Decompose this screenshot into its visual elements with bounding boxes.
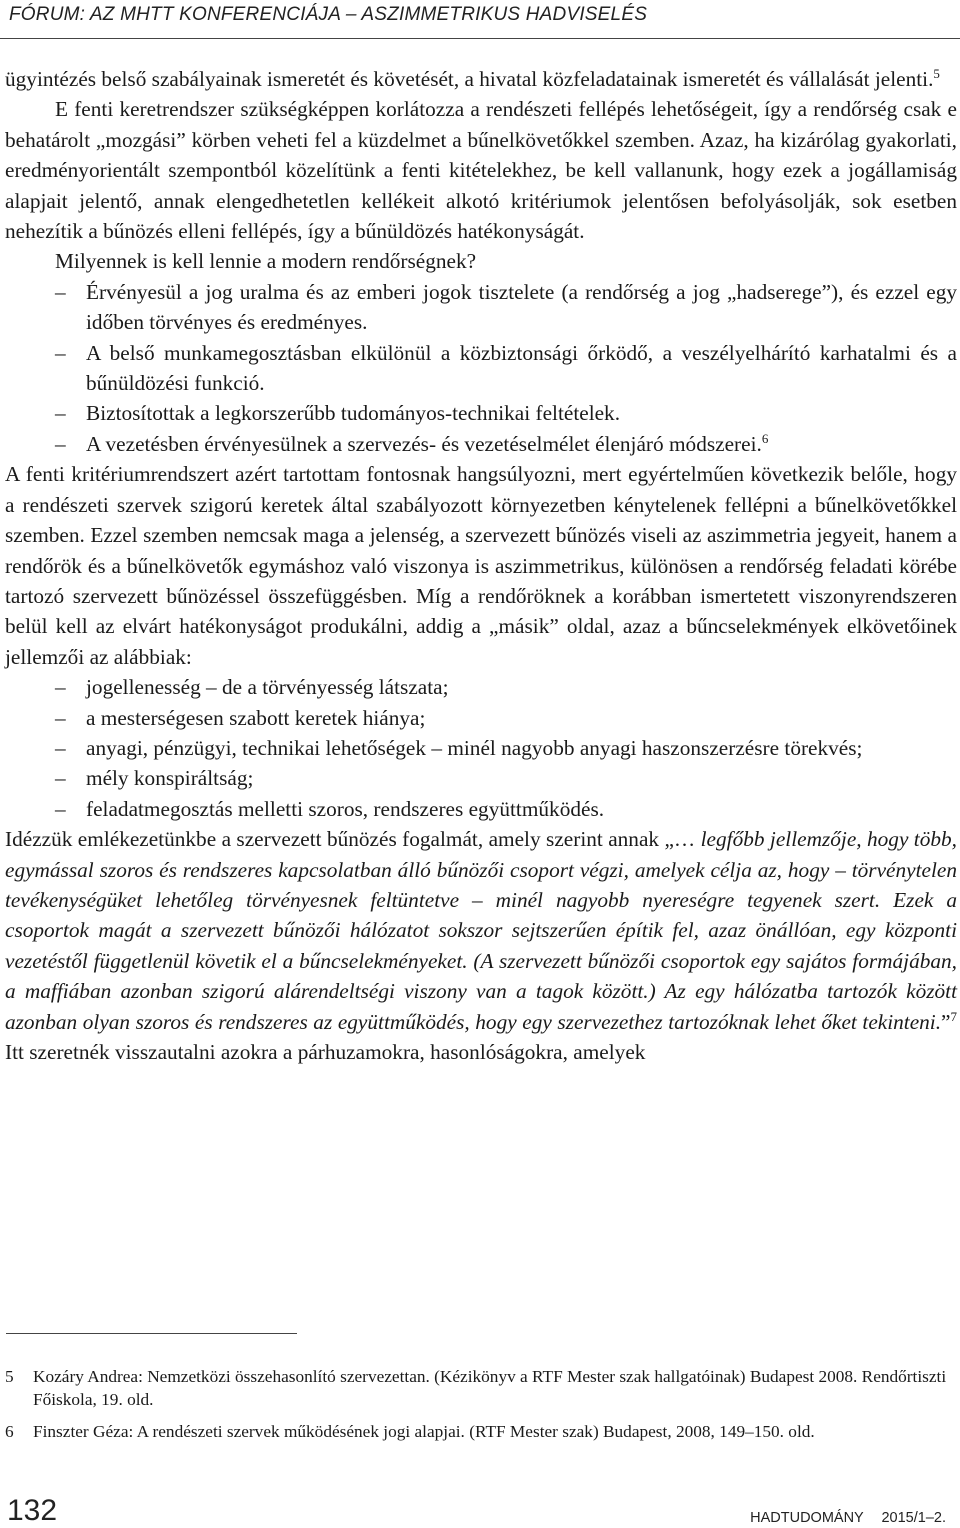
list-item [5,429,957,459]
list-item [5,703,957,733]
list-item [5,338,957,399]
footnote-ref-5[interactable]: 5 [933,65,940,81]
footnote-rule [6,1333,297,1334]
list-item [5,277,957,338]
footnotes [5,1365,957,1452]
list-item-text: A vezetésben érvényesülnek a szervezés- és vezetéselmélet élenjáró módszerei. [86,431,762,456]
dash-bullet: – [55,401,66,426]
list-item [5,398,957,428]
footnote-number: 5 [5,1367,14,1386]
page-number: 132 [7,1494,58,1527]
paragraph-3: Milyennek is kell lennie a modern rendőrségnek? [55,249,477,274]
quote-text: legfőbb jellemzője, hogy több, egymással szoros és rendszeres kapcsolatban álló bűnözői csoport végzi, amelyek célja az, hogy – törvénytelen tevékenységüket lehetőleg törvényesnek feltüntetve – minél nagyobb nyereségre tegyenek szert. Ezek a csoportok magát a szervezett bűnözői hálózatot sokszor sejtszerűen építik fel, azaz önállóan, egy központi vezetéstől függetlenül követik el a bűncselekményeket. (A szervezett bűnözői csoportok egy sajátos formájában, a maffiában azonban szigorú alárendeltségi viszony van a tagok között.) Az egy hálózatba tartozók között azonban olyan szoros és rendszeres az együttműködés, hogy egy szervezethez tartozóknak lehet őket tekinteni. [5,827,957,1034]
journal-name: HADTUDOMÁNY [750,1510,864,1526]
body-text [5,64,957,1067]
footnote-text: Kozáry Andrea: Nemzetközi összehasonlító szervezettan. (Kézikönyv a RTF Mester szak hallgatóinak) Budapest 2008. Rendőrtiszti Főiskola, 19. old. [33,1367,947,1409]
paragraph-5-end: Itt szeretnék visszautalni azokra a párhuzamokra, hasonlóságokra, amelyek [5,1040,646,1064]
paragraph-1-text: ügyintézés belső szabályainak ismeretét és követését, a hivatal közfeladatainak ismeretét és vállalását jelenti. [5,67,934,91]
dash-bullet: – [55,735,66,760]
list-item-text: A belső munkamegosztásban elkülönül a közbiztonsági őrködő, a veszélyelhárító karhatalmi és a bűnüldözési funkció. [86,340,957,396]
footnote-number: 6 [5,1422,14,1441]
footnote-ref-7[interactable]: 7 [950,1008,957,1024]
footnote [5,1420,957,1443]
running-header: FÓRUM: AZ MHTT KONFERENCIÁJA – ASZIMMETRIKUS HADVISELÉS [9,4,648,25]
paragraph-1 [5,64,957,94]
list-item-text: Érvényesül a jog uralma és az emberi jogok tisztelete (a rendőrség a jog „hadserege”), és ezzel egy időben törvényes és eredményes. [86,279,957,335]
list-item-text: feladatmegosztás melletti szoros, rendszeres együttműködés. [86,796,605,821]
dash-bullet: – [55,279,66,304]
dash-bullet: – [55,796,66,821]
footnote-ref-6[interactable]: 6 [761,430,769,446]
list-item-text: anyagi, pénzügyi, technikai lehetőségek – minél nagyobb anyagi haszonszerzésre törekvés; [86,735,863,760]
list-item [5,672,957,702]
journal-footer [750,1510,946,1526]
characteristics-list [5,672,957,824]
quote-close: ” [941,1009,951,1034]
list-item-text: jogellenesség – de a törvényesség látszata; [86,675,449,700]
journal-issue: 2015/1–2. [881,1510,946,1526]
dash-bullet: – [55,675,66,700]
list-item [5,733,957,763]
paragraph-5-intro: Idézzük emlékezetünkbe a szervezett bűnözés fogalmát, amely szerint annak „… [5,827,696,852]
dash-bullet: – [55,340,66,365]
footnote [5,1365,957,1411]
paragraph-5 [5,824,957,1067]
dash-bullet: – [55,431,66,456]
list-item [5,794,957,824]
list-item-text: Biztosítottak a legkorszerűbb tudományos-technikai feltételek. [86,401,621,426]
paragraph-4: A fenti kritériumrendszert azért tartottam fontosnak hangsúlyozni, mert egyértelműen következik belőle, hogy a rendészeti szervek szigorú keretek által szabályozott környezetben kénytelenek fellépni a bűnelkövetőkkel szemben. Ezzel szemben nemcsak maga a jelenség, a szervezett bűnözés viseli az aszimmetria jegyeit, hanem a rendőrök és a bűnelkövetők egymáshoz való viszonya is aszimmetrikus, különösen a rendőrség feladati körébe tartozó szervezett bűnözéssel összefüggésben. Míg a rendőröknek a korábban ismertetett viszonyrendszeren belül kell az elvárt hatékonyságot produkálni, addig a „másik” oldal, azaz a bűncselekmények elkövetőinek jellemzői az alábbiak: [5,462,957,669]
dash-bullet: – [55,705,66,730]
header-rule [0,38,960,39]
list-item [5,763,957,793]
paragraph-2: E fenti keretrendszer szükségképpen korlátozza a rendészeti fellépés lehetőségeit, így a rendőrség csak e behatárolt „mozgási” körben veheti fel a küzdelmet a bűnelkövetőkkel szemben. Azaz, ha kizárólag gyakorlati, eredményorientált szempontból közelítünk a fenti kitételekhez, be kell vallanunk, hogy ezek a jogállamiság alapjait jelentő, annak elengedhetetlen kellékeit alkotó kritériumok jelentősen befolyásolják, sok esetben nehezítik a bűnözés elleni fellépés, így a bűnüldözés hatékonyságát. [5,97,957,244]
list-item-text: a mesterségesen szabott keretek hiánya; [86,705,426,730]
list-item-text: mély konspiráltság; [86,766,254,791]
dash-bullet: – [55,766,66,791]
footnote-text: Finszter Géza: A rendészeti szervek működésének jogi alapjai. (RTF Mester szak) Budapest, 2008, 149–150. old. [33,1422,815,1441]
criteria-list [5,277,957,459]
